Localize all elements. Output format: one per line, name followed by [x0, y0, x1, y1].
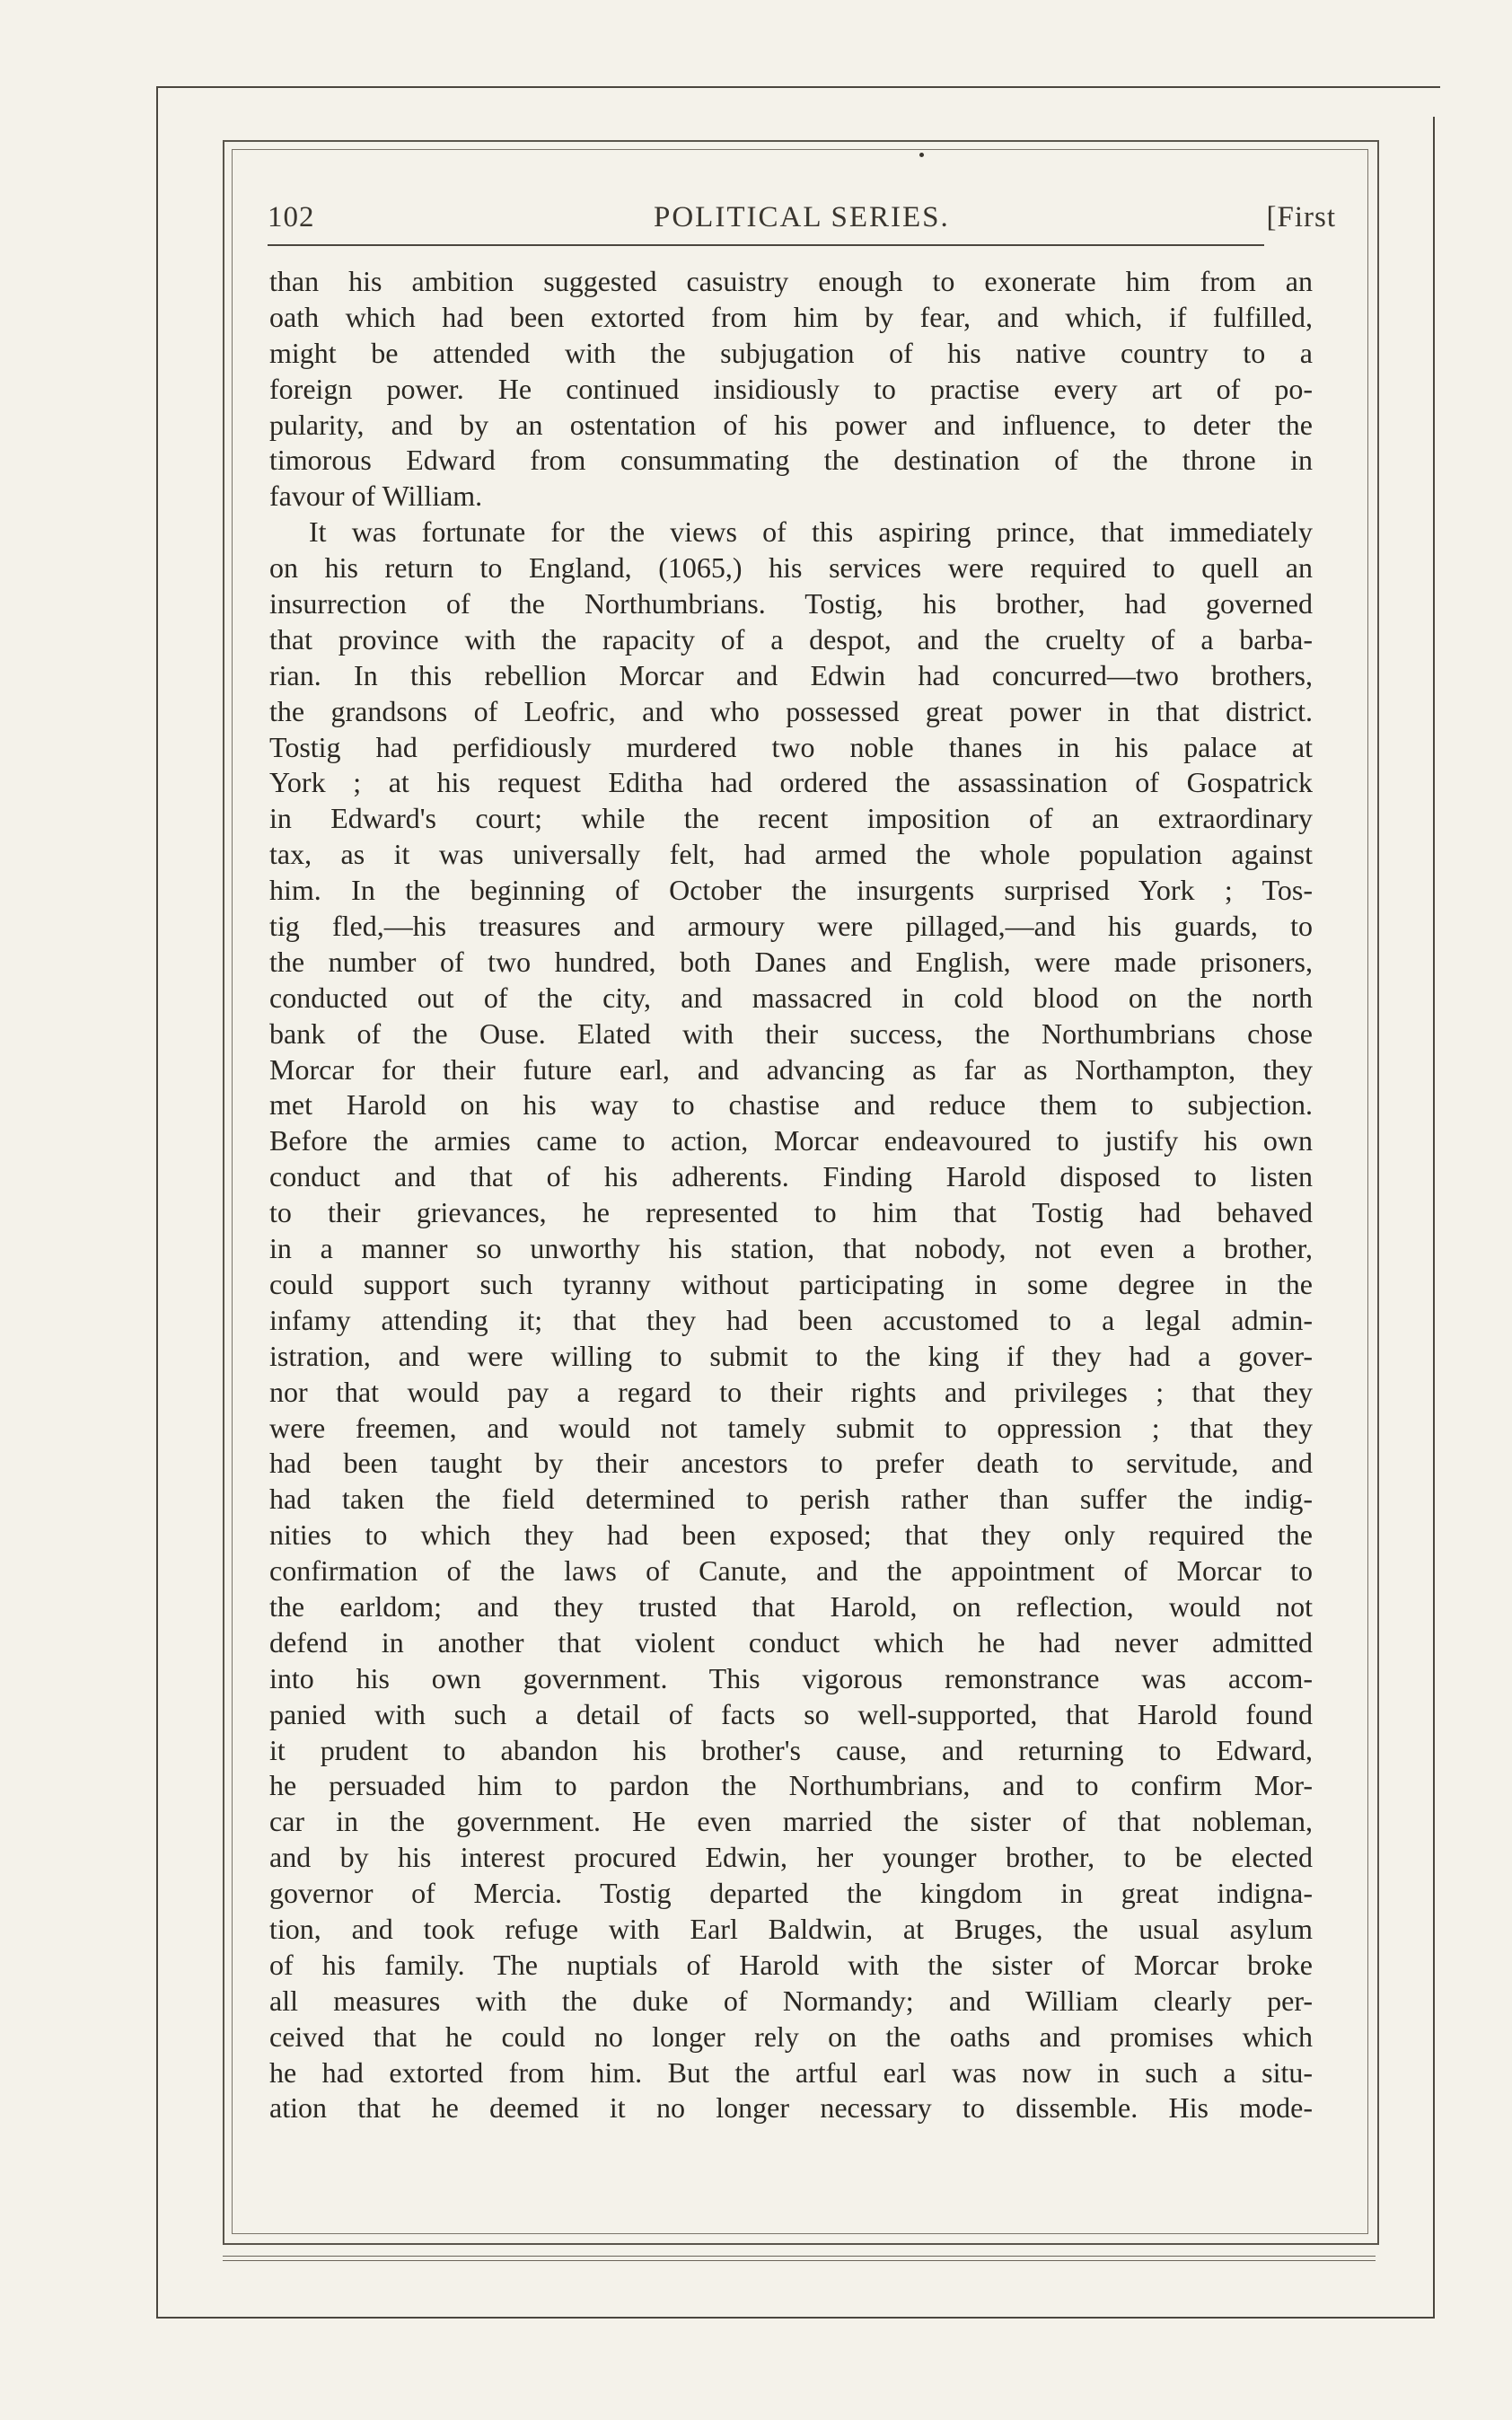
text-line: governor of Mercia. Tostig departed the kingdom in great indigna- — [269, 1877, 1313, 1910]
text-line: than his ambition suggested casuistry enough to exonerate him from an — [269, 265, 1313, 297]
text-line: panied with such a detail of facts so well-supported, that Harold found — [269, 1697, 1313, 1730]
text-line: ceived that he could no longer rely on the oaths and promises which — [269, 2020, 1313, 2053]
bottom-double-rule — [223, 2256, 1376, 2261]
print-mark — [919, 153, 924, 157]
text-line: it prudent to abandon his brother's cause, and returning to Edward, — [269, 1733, 1313, 1766]
text-line: favour of William. — [269, 480, 483, 513]
text-line: might be attended with the subjugation of his native country to a — [269, 336, 1313, 369]
text-line: tion, and took refuge with Earl Baldwin, at Bruges, the usual asylum — [269, 1912, 1313, 1945]
text-line: had been taught by their ancestors to prefer death to servitude, and — [269, 1447, 1313, 1480]
text-line: the grandsons of Leofric, and who possessed great power in that district. — [269, 694, 1313, 727]
text-line: met Harold on his way to chastise and reduce them to subjection. — [269, 1088, 1313, 1122]
text-line: conducted out of the city, and massacred in cold blood on the north — [269, 981, 1313, 1014]
text-line: he had extorted from him. But the artful earl was now in such a situ- — [269, 2055, 1313, 2089]
text-line: insurrection of the Northumbrians. Tostig, his brother, had governed — [269, 587, 1313, 620]
text-line: defend in another that violent conduct which he had never admitted — [269, 1625, 1313, 1659]
text-line: tig fled,—his treasures and armoury were pillaged,—and his guards, to — [269, 910, 1313, 943]
text-line: in a manner so unworthy his station, that nobody, not even a brother, — [269, 1232, 1313, 1265]
text-line: oath which had been extorted from him by fear, and which, if fulfilled, — [269, 300, 1313, 333]
text-line: him. In the beginning of October the insurgents surprised York ; Tos- — [269, 874, 1313, 907]
body-text — [269, 264, 1313, 2126]
running-head — [268, 196, 1336, 242]
text-line: had taken the field determined to perish rather than suffer the indig- — [269, 1483, 1313, 1516]
text-line: all measures with the duke of Normandy; and William clearly per- — [269, 1984, 1313, 2017]
text-line: and by his interest procured Edwin, her younger brother, to be elected — [269, 1841, 1313, 1874]
text-line: timorous Edward from consummating the destination of the throne in — [269, 444, 1313, 477]
text-line: of his family. The nuptials of Harold with the sister of Morcar broke — [269, 1948, 1313, 1981]
text-line: conduct and that of his adherents. Finding Harold disposed to listen — [269, 1160, 1313, 1193]
outer-border-right — [1433, 117, 1435, 2317]
text-line: the earldom; and they trusted that Harold, on reflection, would not — [269, 1589, 1313, 1623]
header-rule — [268, 244, 1264, 246]
text-line: car in the government. He even married the sister of that nobleman, — [269, 1805, 1313, 1838]
text-line: istration, and were willing to submit to the king if they had a gover- — [269, 1339, 1313, 1372]
text-line: bank of the Ouse. Elated with their success, the Northumbrians chose — [269, 1016, 1313, 1050]
text-line: Morcar for their future earl, and advancing as far as Northampton, they — [269, 1052, 1313, 1086]
text-line: into his own government. This vigorous remonstrance was accom- — [269, 1661, 1313, 1694]
text-line: could support such tyranny without participating in some degree in the — [269, 1267, 1313, 1300]
text-line: tax, as it was universally felt, had armed the whole population against — [269, 838, 1313, 871]
text-line: to their grievances, he represented to him that Tostig had behaved — [269, 1196, 1313, 1229]
text-line: were freemen, and would not tamely submit to oppression ; that they — [269, 1411, 1313, 1444]
text-line: infamy attending it; that they had been accustomed to a legal admin- — [269, 1303, 1313, 1336]
text-line: Before the armies came to action, Morcar endeavoured to justify his own — [269, 1124, 1313, 1157]
text-line: that province with the rapacity of a despot, and the cruelty of a barba- — [269, 622, 1313, 656]
text-line: in Edward's court; while the recent imposition of an extraordinary — [269, 802, 1313, 835]
text-line: he persuaded him to pardon the Northumbrians, and to confirm Mor- — [269, 1769, 1313, 1802]
page-number: 102 — [268, 201, 315, 233]
text-line: nor that would pay a regard to their rights and privileges ; that they — [269, 1375, 1313, 1408]
text-line: the number of two hundred, both Danes and English, were made prisoners, — [269, 945, 1313, 978]
text-line: rian. In this rebellion Morcar and Edwin had concurred—two brothers, — [269, 658, 1313, 691]
text-line: Tostig had perfidiously murdered two noble thanes in his palace at — [269, 730, 1313, 763]
text-line: ation that he deemed it no longer necessary to dissemble. His mode- — [269, 2091, 1313, 2125]
text-line: pularity, and by an ostentation of his power and influence, to deter the — [269, 408, 1313, 441]
series-title: POLITICAL SERIES. — [654, 201, 950, 233]
text-line: nities to which they had been exposed; that they only required the — [269, 1518, 1313, 1552]
text-line: confirmation of the laws of Canute, and the appointment of Morcar to — [269, 1554, 1313, 1588]
part-label: [First — [1266, 201, 1336, 233]
text-line: York ; at his request Editha had ordered the assassination of Gospatrick — [269, 766, 1313, 799]
text-line: on his return to England, (1065,) his services were required to quell an — [269, 551, 1313, 585]
text-line: It was fortunate for the views of this aspiring prince, that immediately — [309, 515, 1313, 549]
text-line: foreign power. He continued insidiously to practise every art of po- — [269, 372, 1313, 405]
